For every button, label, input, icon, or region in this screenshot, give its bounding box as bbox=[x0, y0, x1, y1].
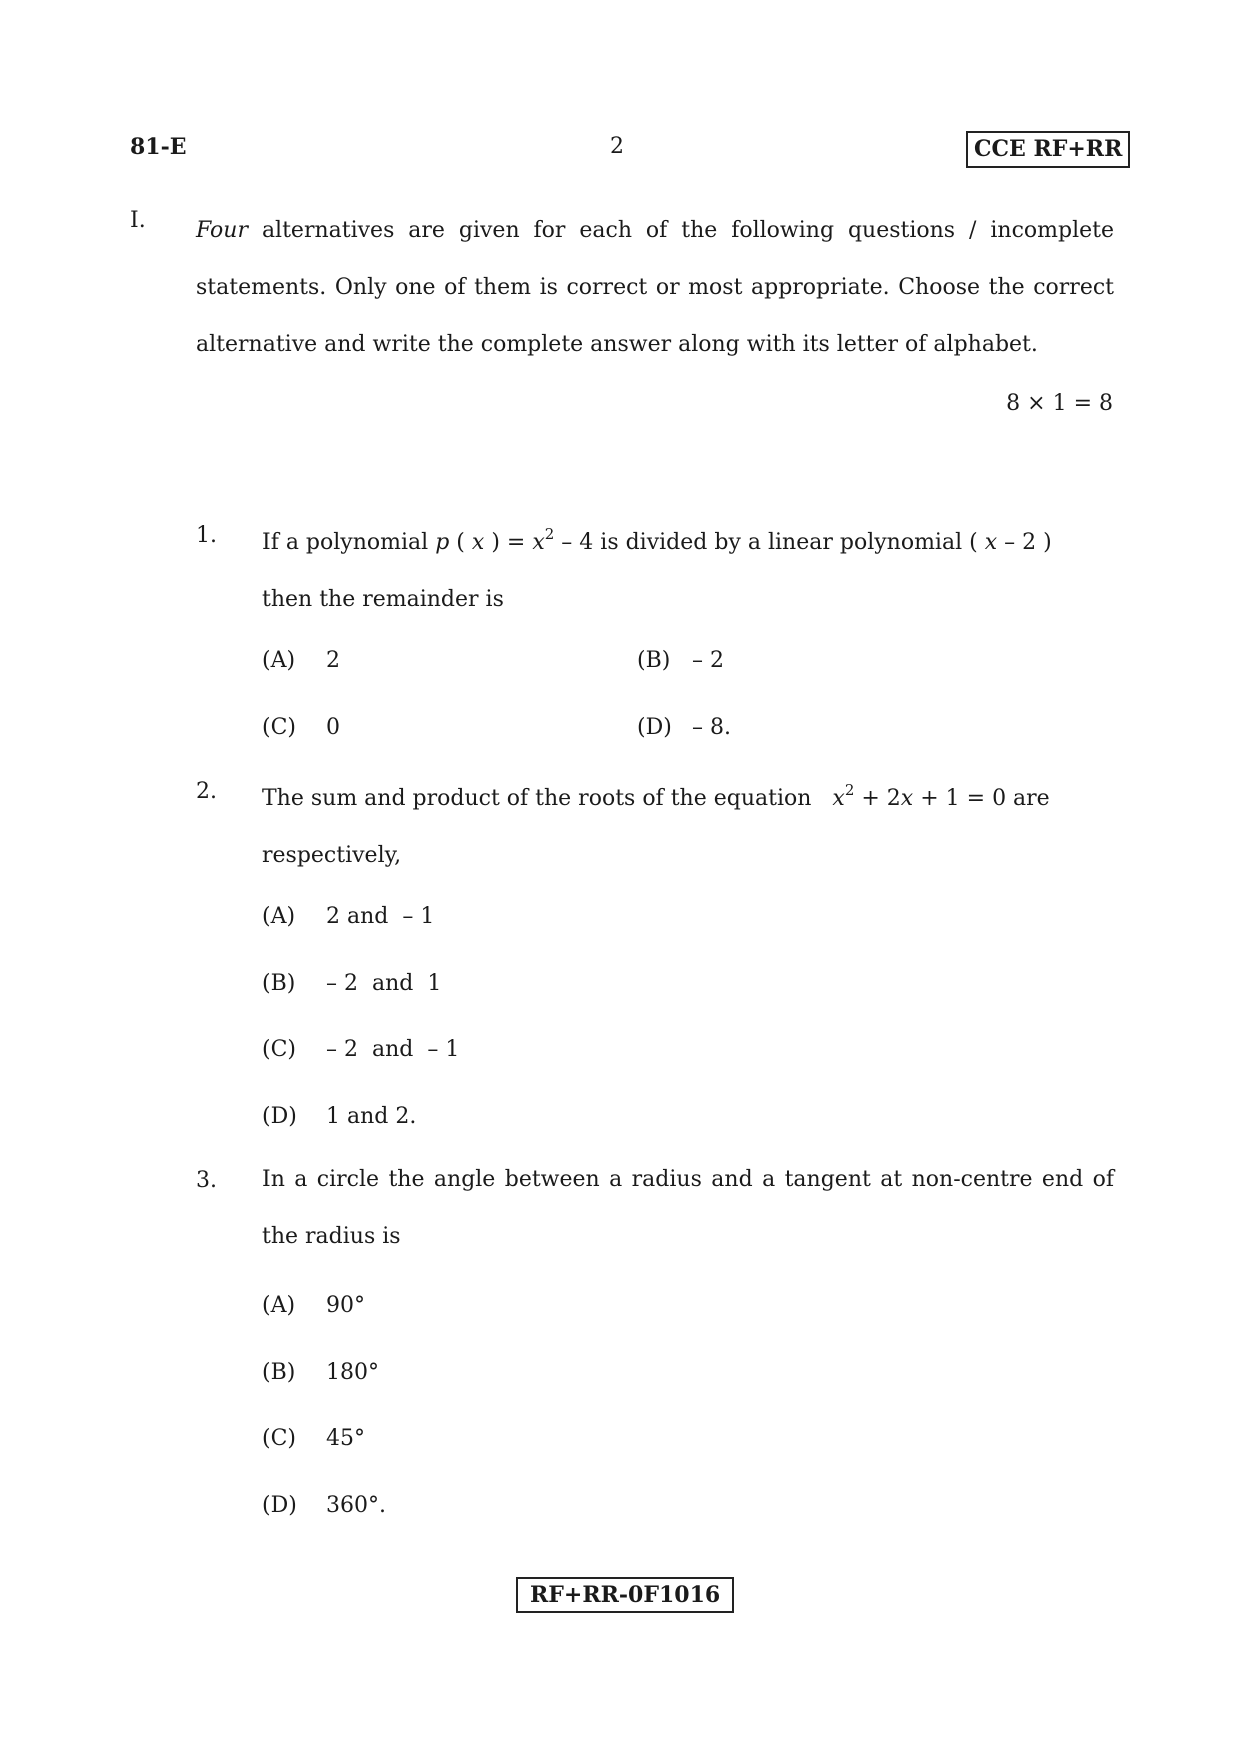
option-value: 1 and 2. bbox=[326, 1104, 417, 1129]
question-text: In a circle the angle between a radius and a tangent at non-centre end of the radius is bbox=[262, 1167, 1114, 1249]
section-instruction bbox=[196, 202, 1114, 373]
paper-code: 81-E bbox=[130, 134, 187, 160]
option-label: (C) bbox=[262, 715, 296, 740]
option-value: – 2 and – 1 bbox=[326, 1037, 460, 1062]
section-number: I. bbox=[130, 208, 146, 233]
option-label: (C) bbox=[262, 1426, 296, 1451]
question-text: The sum and product of the roots of the equation $x^2 + 2x + 1 = 0$ are respectively, bbox=[262, 781, 1050, 868]
footer-code-box: RF+RR-0F1016 bbox=[516, 1577, 734, 1613]
series-code-box: CCE RF+RR bbox=[966, 131, 1130, 168]
option-value: 360°. bbox=[326, 1493, 386, 1518]
option-value: 45° bbox=[326, 1426, 365, 1451]
option-value: 90° bbox=[326, 1293, 365, 1318]
marks-formula: 8 × 1 = 8 bbox=[1006, 391, 1113, 416]
option-label: (D) bbox=[262, 1493, 297, 1518]
option-label: (B) bbox=[262, 1360, 296, 1385]
question-text: If a polynomial p ( x ) = $x^2 - 4$ is divided by a linear polynomial ( x – 2 ) then the remainder is bbox=[262, 525, 1052, 612]
question-number: 1. bbox=[196, 523, 217, 548]
option-value: – 2 bbox=[692, 648, 724, 673]
instruction-text: alternatives are given for each of the following questions / incomplete statements. Only one of them is correct or most appropriate. Choose the correct alternative and write the complete answer along with its letter of alphabet. bbox=[196, 218, 1114, 357]
option-value: 2 and – 1 bbox=[326, 904, 435, 929]
option-label: (B) bbox=[637, 648, 671, 673]
option-label: (C) bbox=[262, 1037, 296, 1062]
option-value: 0 bbox=[326, 715, 340, 740]
option-label: (B) bbox=[262, 971, 296, 996]
option-label: (D) bbox=[262, 1104, 297, 1129]
option-label: (A) bbox=[262, 904, 296, 929]
instruction-italic-word: Four bbox=[196, 218, 248, 243]
option-value: – 2 and 1 bbox=[326, 971, 442, 996]
option-value: – 8. bbox=[692, 715, 731, 740]
option-label: (A) bbox=[262, 648, 296, 673]
option-value: 180° bbox=[326, 1360, 379, 1385]
option-label: (A) bbox=[262, 1293, 296, 1318]
question-number: 3. bbox=[196, 1168, 217, 1193]
option-label: (D) bbox=[637, 715, 672, 740]
question-number: 2. bbox=[196, 779, 217, 804]
option-value: 2 bbox=[326, 648, 340, 673]
page-number: 2 bbox=[610, 134, 624, 159]
